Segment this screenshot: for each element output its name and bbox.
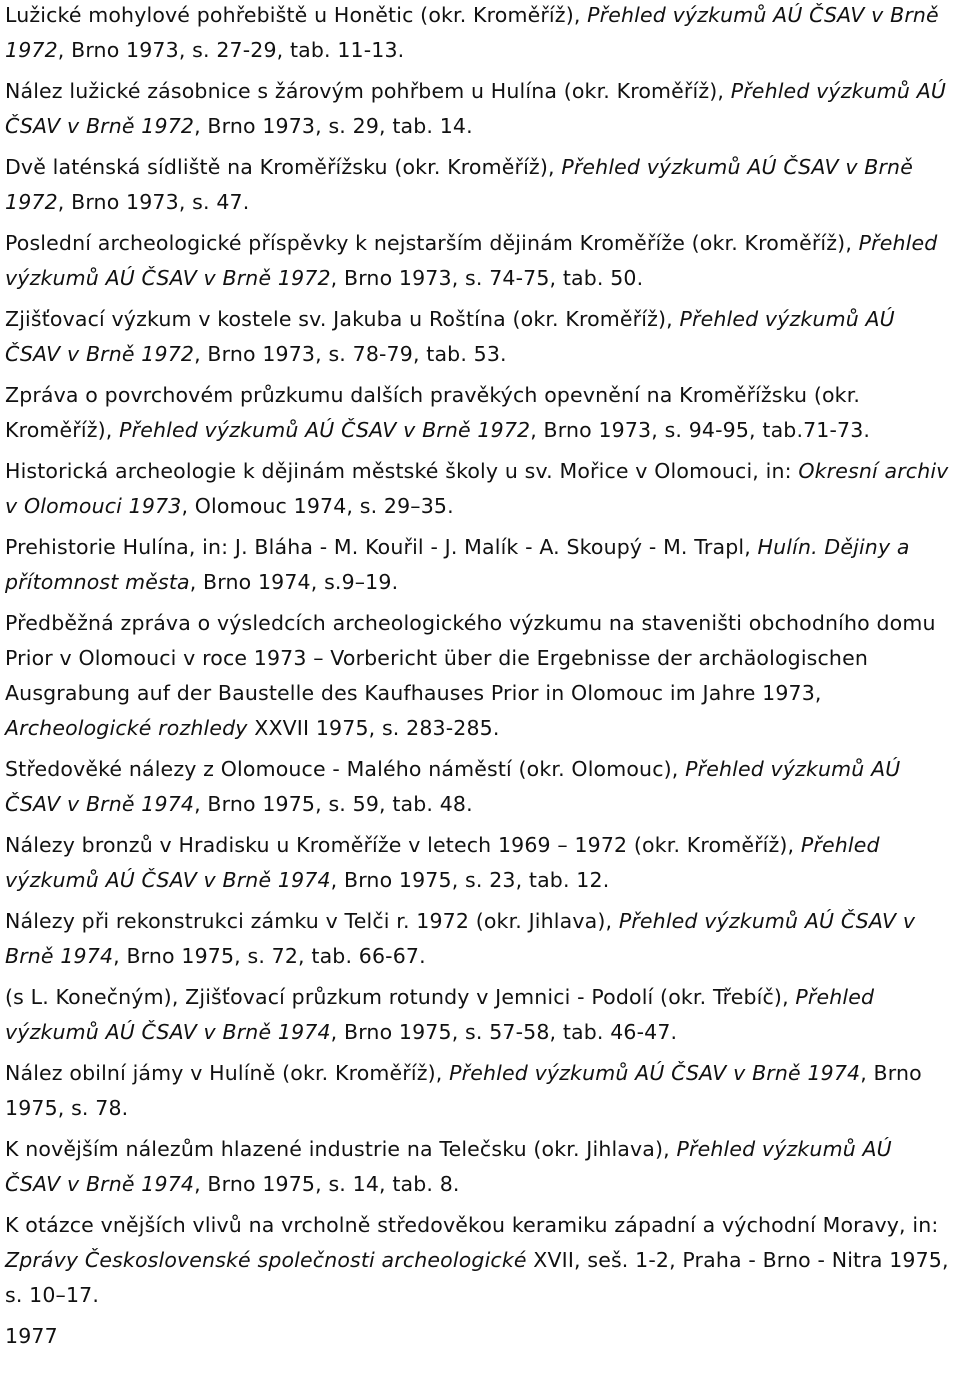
bibliography-entry [5, 1208, 953, 1313]
entry-text: (s L. Konečným), Zjišťovací průzkum rotundy v Jemnici - Podolí (okr. Třebíč), [5, 985, 796, 1009]
entry-text: Zjišťovací výzkum v kostele sv. Jakuba u Roštína (okr. Kroměříž), [5, 307, 680, 331]
bibliography-entry [5, 226, 953, 296]
entry-text: , Brno 1973, s. 74-75, tab. 50. [330, 266, 644, 290]
bibliography-entry [5, 828, 953, 898]
entry-text: , Brno 1973, s. 47. [57, 190, 250, 214]
entry-text: K otázce vnějších vlivů na vrcholně středověkou keramiku západní a východní Moravy, in: [5, 1213, 939, 1237]
entry-title-italic: Hulín. Dějiny a přítomnost města [5, 535, 910, 594]
entry-title-italic: Přehled výzkumů AÚ ČSAV v Brně 1974 [5, 909, 916, 968]
bibliography-entry [5, 378, 953, 448]
entry-text: , Brno 1975, s. 78. [5, 1061, 922, 1120]
entry-text: , Brno 1975, s. 57-58, tab. 46-47. [330, 1020, 678, 1044]
entry-text: Poslední archeologické příspěvky k nejstarším dějinám Kroměříže (okr. Kroměříž), [5, 231, 859, 255]
bibliography-entry [5, 302, 953, 372]
bibliography-entry [5, 454, 953, 524]
bibliography-entry [5, 530, 953, 600]
bibliography-entry [5, 150, 953, 220]
entry-title-italic: Archeologické rozhledy [5, 716, 248, 740]
entry-text: Zpráva o povrchovém průzkumu dalších pravěkých opevnění na Kroměřížsku (okr. Kroměříž), [5, 383, 861, 442]
bibliography-entry [5, 74, 953, 144]
bibliography-page [5, 0, 953, 1354]
entry-title-italic: Přehled výzkumů AÚ ČSAV v Brně 1974 [5, 833, 880, 892]
entry-text: , Brno 1973, s. 27-29, tab. 11-13. [57, 38, 405, 62]
bibliography-entry [5, 1056, 953, 1126]
entry-title-italic: Přehled výzkumů AÚ ČSAV v Brně 1972 [5, 231, 938, 290]
entry-text: K novějším nálezům hlazené industrie na Telečsku (okr. Jihlava), [5, 1137, 677, 1161]
bibliography-entry [5, 0, 953, 68]
entry-title-italic: Okresní archiv v Olomouci 1973 [5, 459, 949, 518]
entry-text: Nálezy bronzů v Hradisku u Kroměříže v letech 1969 – 1972 (okr. Kroměříž), [5, 833, 801, 857]
entry-title-italic: Přehled výzkumů AÚ ČSAV v Brně 1972 [119, 418, 531, 442]
entry-text: , Brno 1975, s. 59, tab. 48. [194, 792, 473, 816]
entry-title-italic: Přehled výzkumů AÚ ČSAV v Brně 1972 [5, 79, 947, 138]
bibliography-entry [5, 904, 953, 974]
entry-text: , Brno 1975, s. 23, tab. 12. [330, 868, 610, 892]
entry-text: XXVII 1975, s. 283-285. [247, 716, 500, 740]
bibliography-entry [5, 1132, 953, 1202]
entry-text: , Brno 1973, s. 78-79, tab. 53. [194, 342, 507, 366]
entry-title-italic: Přehled výzkumů AÚ ČSAV v Brně 1972 [5, 307, 895, 366]
entry-title-italic: Přehled výzkumů AÚ ČSAV v Brně 1974 [5, 985, 875, 1044]
entry-text: , Brno 1975, s. 14, tab. 8. [194, 1172, 460, 1196]
entry-text: Předběžná zpráva o výsledcích archeologického výzkumu na staveništi obchodního domu Prior v Olomouci v roce 1973 – Vorbericht über die Ergebnisse der archäologischen Ausgrabung auf der Baustelle des Kaufhauses Prior in Olomouc im Jahre 1973, [5, 611, 936, 705]
entry-text: Středověké nálezy z Olomouce - Malého náměstí (okr. Olomouc), [5, 757, 686, 781]
bibliography-entry [5, 980, 953, 1050]
entry-text: Nález lužické zásobnice s žárovým pohřbem u Hulína (okr. Kroměříž), [5, 79, 731, 103]
bibliography-list [5, 0, 953, 1313]
entry-text: , Brno 1973, s. 94-95, tab.71-73. [530, 418, 871, 442]
entry-text: Prehistorie Hulína, in: J. Bláha - M. Kouřil - J. Malík - A. Skoupý - M. Trapl, [5, 535, 758, 559]
entry-title-italic: Přehled výzkumů AÚ ČSAV v Brně 1974 [5, 757, 901, 816]
bibliography-entry [5, 606, 953, 746]
entry-text: Nález obilní jámy v Hulíně (okr. Kroměříž), [5, 1061, 450, 1085]
entry-text: , Brno 1974, s.9–19. [189, 570, 399, 594]
entry-title-italic: Přehled výzkumů AÚ ČSAV v Brně 1974 [5, 1137, 892, 1196]
entry-text: , Brno 1975, s. 72, tab. 66-67. [113, 944, 426, 968]
year-heading: 1977 [5, 1324, 58, 1348]
entry-text: Historická archeologie k dějinám městské školy u sv. Mořice v Olomouci, in: [5, 459, 799, 483]
entry-title-italic: Přehled výzkumů AÚ ČSAV v Brně 1972 [5, 155, 913, 214]
entry-text: Nálezy při rekonstrukci zámku v Telči r. 1972 (okr. Jihlava), [5, 909, 619, 933]
entry-text: , Olomouc 1974, s. 29–35. [181, 494, 454, 518]
entry-text: Dvě laténská sídliště na Kroměřížsku (okr. Kroměříž), [5, 155, 562, 179]
bibliography-entry [5, 752, 953, 822]
entry-text: Lužické mohylové pohřebiště u Honětic (okr. Kroměříž), [5, 3, 588, 27]
entry-title-italic: Zprávy Československé společnosti archeologické [5, 1248, 527, 1272]
entry-text: XVII, seš. 1-2, Praha - Brno - Nitra 1975, s. 10–17. [5, 1248, 949, 1307]
entry-text: , Brno 1973, s. 29, tab. 14. [194, 114, 473, 138]
entry-title-italic: Přehled výzkumů AÚ ČSAV v Brně 1972 [5, 3, 939, 62]
entry-title-italic: Přehled výzkumů AÚ ČSAV v Brně 1974 [449, 1061, 861, 1085]
